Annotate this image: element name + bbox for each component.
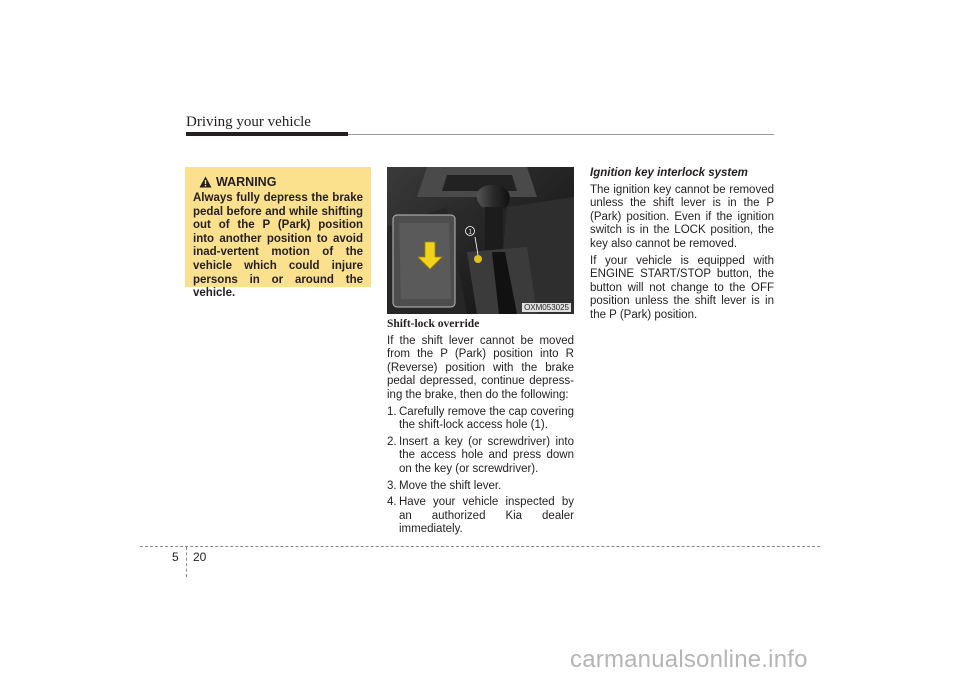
watermark: carmanualsonline.info bbox=[570, 646, 808, 673]
shift-lock-intro: If the shift lever cannot be moved from the P (Park) position into R (Reverse) position with the brake pedal depressed, continue depress-ing the brake, then do the following: bbox=[387, 334, 574, 401]
footer-divider bbox=[186, 547, 187, 577]
step-text: Have your vehicle inspected by an authorized Kia dealer immediately. bbox=[399, 496, 574, 536]
step-number: 2. bbox=[387, 435, 397, 448]
warning-text: Always fully depress the brake pedal before and while shifting out of the P (Park) position into another position to avoid inad-vertent motion of the vehicle which could injure persons in or around the vehicle. bbox=[193, 192, 363, 300]
warning-triangle-icon bbox=[199, 176, 212, 188]
step-item bbox=[387, 496, 574, 537]
footer-rule bbox=[140, 546, 820, 547]
ignition-section bbox=[590, 167, 774, 323]
step-text: Insert a key (or screwdriver) into the access hole and press down on the key (or screwdriver). bbox=[399, 435, 574, 475]
step-item bbox=[387, 406, 574, 433]
callout-label: 1 bbox=[468, 229, 472, 236]
ignition-heading: Ignition key interlock system bbox=[590, 167, 748, 179]
step-text: Carefully remove the cap covering the shift-lock access hole (1). bbox=[399, 405, 574, 432]
chapter-number: 5 bbox=[172, 550, 179, 564]
ignition-para-1: The ignition key cannot be removed unless the shift lever is in the P (Park) position. Even if the ignition switch is in the LOCK position, the key also cannot be removed. bbox=[590, 183, 774, 250]
warning-box bbox=[185, 167, 371, 300]
shift-lever-illustration bbox=[387, 167, 574, 314]
ignition-para-2: If your vehicle is equipped with ENGINE START/STOP button, the button will not change to the OFF position unless the shift lever is in the P (Park) position. bbox=[590, 254, 774, 321]
header-rule-accent bbox=[186, 132, 348, 136]
shift-lever-photo bbox=[387, 167, 574, 314]
figure-code: OXM053025 bbox=[524, 303, 569, 312]
warning-title: WARNING bbox=[216, 175, 277, 189]
shift-lock-section bbox=[387, 318, 574, 537]
shift-lock-heading: Shift-lock override bbox=[387, 318, 480, 330]
step-number: 4. bbox=[387, 496, 397, 509]
section-title: Driving your vehicle bbox=[186, 114, 311, 130]
step-text: Move the shift lever. bbox=[399, 479, 502, 492]
step-number: 3. bbox=[387, 479, 397, 492]
step-item bbox=[387, 436, 574, 477]
page-number: 20 bbox=[193, 550, 207, 564]
step-number: 1. bbox=[387, 405, 397, 418]
step-item bbox=[387, 480, 574, 494]
warning-header bbox=[199, 175, 363, 189]
